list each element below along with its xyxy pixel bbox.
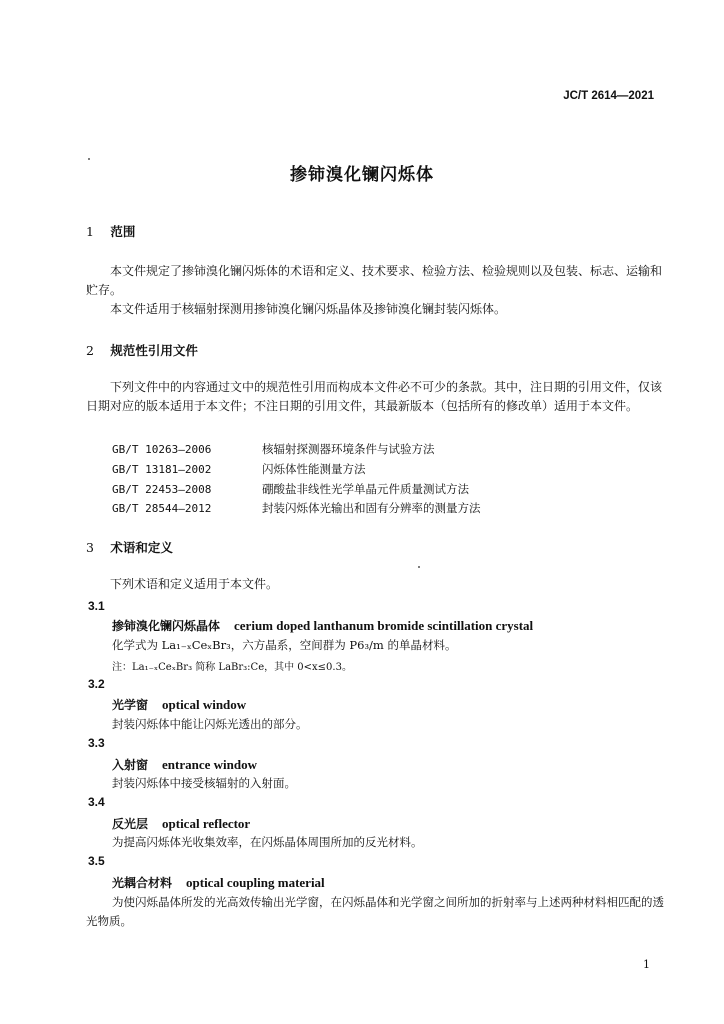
section-1-paragraph-2: 本文件适用于核辐射探测用掺铈溴化镧闪烁晶体及掺铈溴化镧封装闪烁体。 — [110, 302, 507, 316]
term-zh: 光耦合材料 — [112, 876, 173, 890]
term-definition: 封装闪烁体中能让闪烁光透出的部分。 — [112, 717, 308, 731]
term-en: optical window — [162, 697, 247, 712]
reference-title: 硼酸盐非线性光学单晶元件质量测试方法 — [262, 482, 469, 496]
reference-item — [112, 441, 435, 457]
term-zh: 反光层 — [112, 817, 149, 831]
term-number: 3.1 — [88, 599, 105, 613]
section-3-intro: 下列术语和定义适用于本文件。 — [110, 577, 279, 591]
term-number: 3.2 — [88, 677, 105, 691]
term-en: optical reflector — [162, 816, 251, 831]
term-definition: 化学式为 La₁₋ₓCeₓBr₃，六方晶系，空间群为 P6₃/m 的单晶材料。 — [112, 638, 457, 652]
term-heading — [112, 756, 257, 773]
page-number: 1 — [643, 958, 650, 971]
term-heading — [112, 815, 250, 832]
reference-code: GB/T 28544—2012 — [112, 502, 212, 515]
standard-code: JC/T 2614—2021 — [563, 90, 654, 102]
scan-speck — [418, 566, 420, 568]
term-definition: 为使闪烁晶体所发的光高效传输出光学窗，在闪烁晶体和光学窗之间所加的折射率与上述两种材料相匹配的透光物质。 — [86, 895, 664, 928]
reference-title: 闪烁体性能测量方法 — [262, 462, 366, 476]
section-2-heading — [86, 341, 198, 359]
scan-speck — [88, 158, 90, 160]
reference-title: 核辐射探测器环境条件与试验方法 — [262, 442, 435, 456]
term-heading — [112, 696, 246, 713]
reference-code: GB/T 13181—2002 — [112, 463, 212, 476]
reference-item — [112, 461, 366, 477]
term-zh: 光学窗 — [112, 698, 149, 712]
section-3-heading — [86, 538, 173, 556]
term-number: 3.5 — [88, 854, 105, 868]
section-1-paragraph-1: 本文件规定了掺铈溴化镧闪烁体的术语和定义、技术要求、检验方法、检验规则以及包装、标志、运输和贮存。 — [86, 264, 663, 297]
term-zh: 掺铈溴化镧闪烁晶体 — [112, 619, 221, 633]
section-title: 范围 — [110, 224, 136, 239]
reference-title: 封装闪烁体光输出和固有分辨率的测量方法 — [262, 501, 481, 515]
reference-item — [112, 481, 469, 497]
section-title: 术语和定义 — [110, 540, 173, 555]
term-en: entrance window — [162, 757, 257, 772]
section-2-intro: 下列文件中的内容通过文中的规范性引用而构成本文件必不可少的条款。其中，注日期的引用文件，仅该日期对应的版本适用于本文件；不注日期的引用文件，其最新版本（包括所有的修改单）适用于本文件。 — [86, 380, 663, 413]
term-zh: 入射窗 — [112, 758, 149, 772]
section-number: 2 — [86, 343, 94, 358]
term-heading — [112, 874, 325, 891]
term-definition: 封装闪烁体中接受核辐射的入射面。 — [112, 776, 296, 790]
reference-code: GB/T 10263—2006 — [112, 443, 212, 456]
reference-item — [112, 500, 481, 516]
term-note: 注：La₁₋ₓCeₓBr₃ 简称 LaBr₃:Ce，其中 0<x≤0.3。 — [112, 662, 352, 673]
term-number: 3.4 — [88, 795, 105, 809]
section-number: 1 — [86, 224, 94, 239]
term-en: cerium doped lanthanum bromide scintillation crystal — [234, 618, 534, 633]
section-1-heading — [86, 222, 135, 240]
reference-code: GB/T 22453—2008 — [112, 483, 212, 496]
document-title: 掺铈溴化镧闪烁体 — [290, 165, 434, 185]
term-heading — [112, 617, 533, 634]
term-en: optical coupling material — [186, 875, 325, 890]
term-definition: 为提高闪烁体光收集效率，在闪烁晶体周围所加的反光材料。 — [112, 835, 423, 849]
section-number: 3 — [86, 540, 94, 555]
section-title: 规范性引用文件 — [110, 343, 198, 358]
term-number: 3.3 — [88, 736, 105, 750]
